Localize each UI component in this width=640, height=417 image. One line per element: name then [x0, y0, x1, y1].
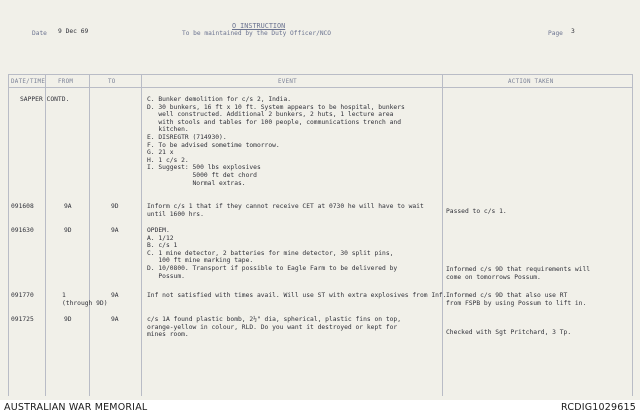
row-event: Inf not satisfied with times avail. Will use ST with extra explosives from Inf. — [147, 292, 447, 299]
archive-credit: AUSTRALIAN WAR MEMORIAL — [4, 402, 148, 413]
col-header-action: ACTION TAKEN — [508, 79, 554, 85]
row-event: c/s 1A found plastic bomb, 2½" dia, spherical, plastic fins on top, orange-yellow in colour, RLD. Do you want it destroyed or kept for mines room. — [147, 316, 402, 339]
row-from: 9A — [64, 203, 72, 210]
row-action: Checked with Sgt Pritchard, 3 Tp. — [446, 329, 572, 336]
row-event: Inform c/s 1 that if they cannot receive CET at 0730 he will have to wait until 1600 hrs. — [147, 203, 424, 218]
row-action: Passed to c/s 1. — [446, 208, 507, 215]
page-label: Page — [548, 30, 563, 37]
row-from: 9D — [64, 316, 72, 323]
row-to: 9A — [111, 316, 119, 323]
row-time: 091725 — [11, 316, 34, 323]
archive-id: RCDIG1029615 — [561, 402, 636, 413]
date-label: Date — [32, 30, 47, 37]
page-number: 3 — [571, 28, 575, 35]
col-header-datetime: DATE/TIME — [11, 79, 46, 85]
row-action: Informed c/s 9D that requirements will come on tomorrows Possum. — [446, 266, 591, 281]
column-rule — [8, 74, 9, 396]
column-rule — [45, 74, 46, 396]
col-header-to: TO — [108, 79, 116, 85]
row-event: OPDEM. A. 1/12 B. c/s 1 C. 1 mine detector, 2 batteries for mine detector, 30 split pins, 100 ft mine marking tape. D. 10/0800. Transport if possible to Eagle Farm to be delivered by Possum. — [147, 227, 398, 280]
date-value: 9 Dec 69 — [58, 28, 89, 35]
col-header-event: EVENT — [278, 79, 297, 85]
column-rule — [442, 74, 443, 396]
maintained-by-note: To be maintained by the Duty Officer/NCO — [182, 30, 332, 37]
table-header-rule — [8, 87, 632, 88]
row-action: Informed c/s 9D that also use RT from FSPB by using Possum to lift in. — [446, 292, 587, 307]
col-header-from: FROM — [58, 79, 74, 85]
row-time: SAPPER CONTD. — [20, 96, 70, 103]
row-time: 091608 — [11, 203, 34, 210]
column-rule — [89, 74, 90, 396]
column-rule — [141, 74, 142, 396]
row-from: 1 (through 9D) — [62, 292, 108, 307]
row-time: 091770 — [11, 292, 34, 299]
row-to: 9A — [111, 292, 119, 299]
row-to: 9A — [111, 227, 119, 234]
row-time: 091630 — [11, 227, 34, 234]
row-from: 9D — [64, 227, 72, 234]
row-event: C. Bunker demolition for c/s 2, India. D. 30 bunkers, 16 ft x 10 ft. System appears to be hospital, bunkers well constructed. Additional 2 bunkers, 2 huts, 1 lecture area with stools and tables for 100 people, communications trench and kitchen. E. DISREGTR (714930). F. To be advised sometime tomorrow. G. 21 x H. 1 c/s 2. I. Suggest: 500 lbs explosives 5000 ft det chord Normal extras. — [147, 96, 405, 187]
row-to: 9D — [111, 203, 119, 210]
sheet-title: O INSTRUCTION — [232, 22, 286, 30]
table-top-rule — [8, 74, 632, 75]
column-rule — [632, 74, 633, 396]
